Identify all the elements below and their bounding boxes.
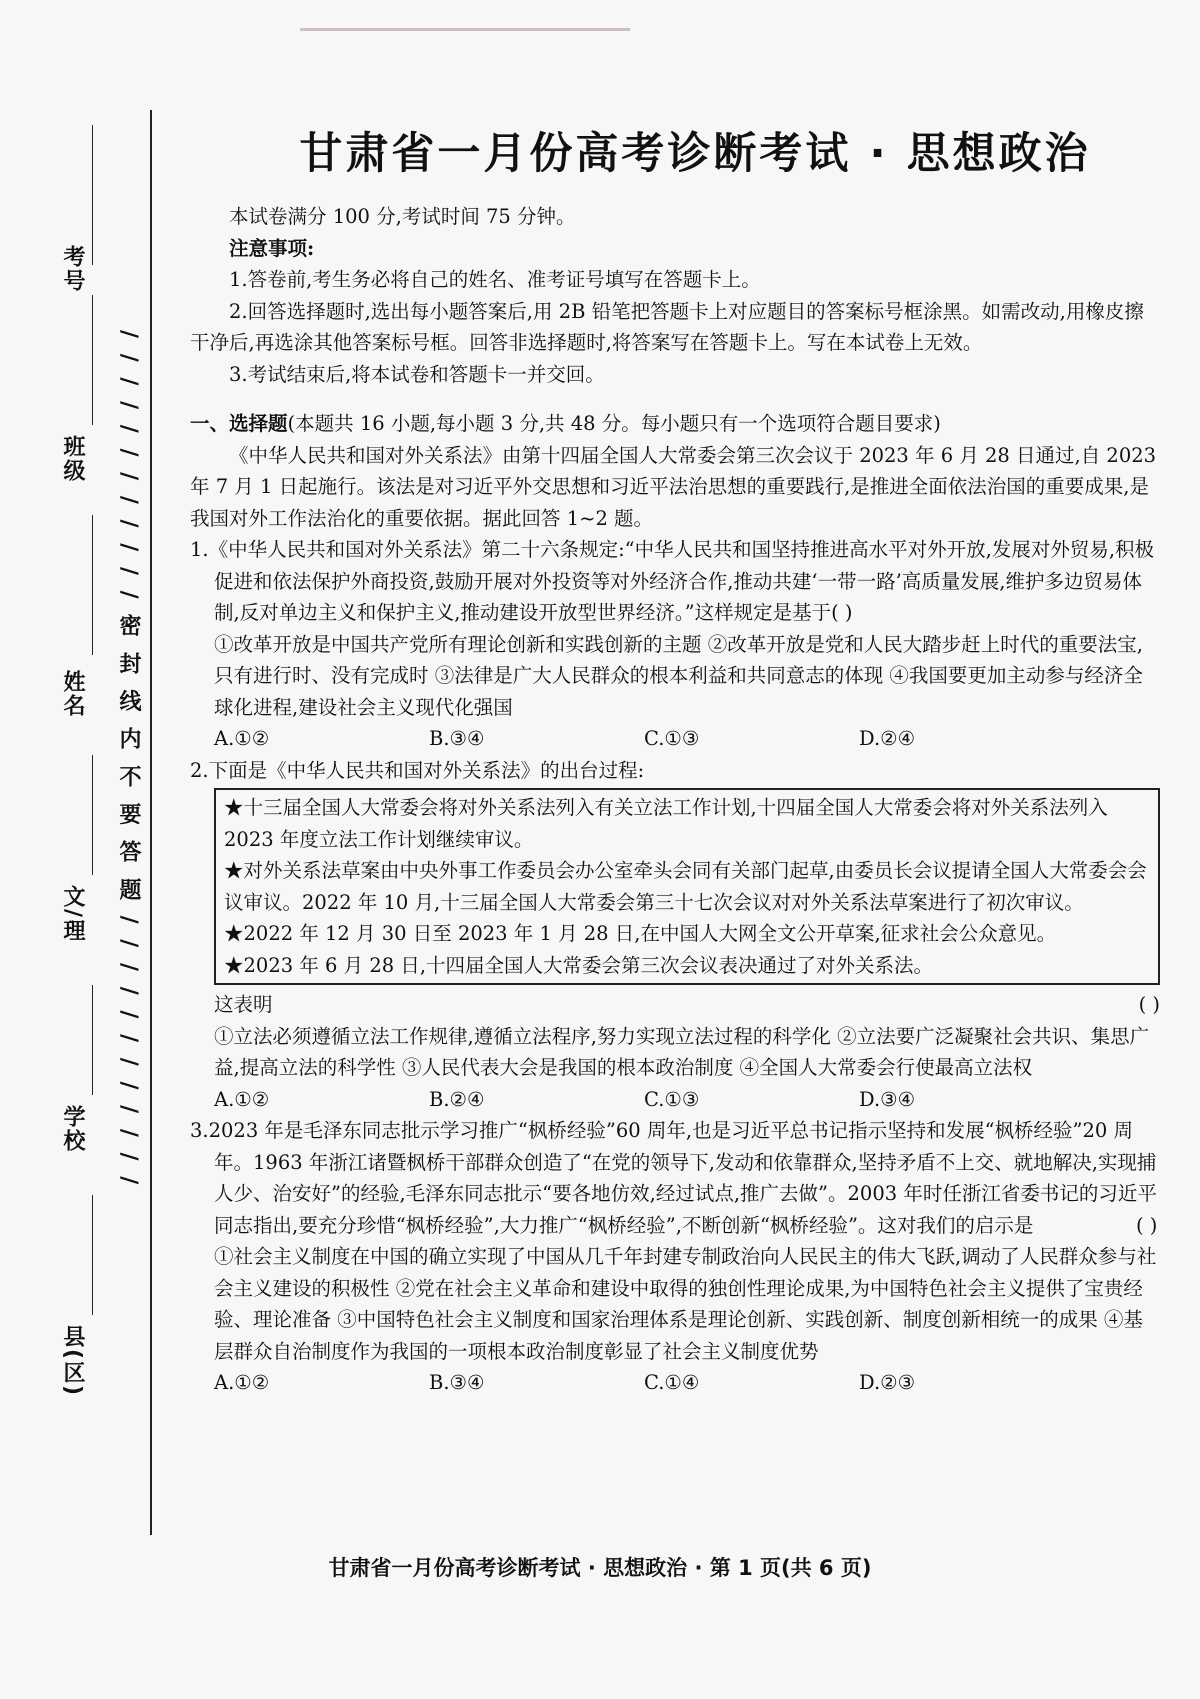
option-a[interactable]: A.①②: [214, 1371, 270, 1394]
timeline-item: ★对外关系法草案由中央外事工作委员会办公室牵头会同有关部门起草,由委员长会议提请全国人大常委会会议审议。2022 年 10 月,十三届全国人大常委会第三十七次会议对对外关系法草案进行了初次审议。: [224, 859, 1147, 914]
field-exam-number-line[interactable]: [92, 125, 93, 265]
seal-line-notice: / / / / / / / / / / / / 密 封 线 内 不 要 答 题 / / / / / / / / / / / /: [116, 330, 141, 1189]
question-2-tail: [190, 989, 1160, 1021]
scan-top-mark: [300, 28, 630, 31]
field-school-line[interactable]: [92, 985, 93, 1095]
timeline-item: ★十三届全国人大常委会将对外关系法列入有关立法工作计划,十四届全国人大常委会将对外关系法列入 2023 年度立法工作计划继续审议。: [224, 796, 1108, 851]
field-school-label: 学校: [60, 1105, 85, 1153]
option-b[interactable]: B.③④: [429, 1371, 485, 1394]
exam-intro: 本试卷满分 100 分,考试时间 75 分钟。: [229, 205, 576, 228]
question-3-options: [190, 1367, 1160, 1399]
page-title: 甘肃省一月份高考诊断考试 · 思想政治: [299, 129, 1091, 179]
question-2-statements: ①立法必须遵循立法工作规律,遵循立法程序,努力实现立法过程的科学化 ②立法要广泛凝聚社会共识、集思广益,提高立法的科学性 ③人民代表大会是我国的根本政治制度 ④全国人大常委会行使最高立法权: [214, 1024, 1150, 1079]
field-exam-number-label: 考号: [60, 245, 85, 293]
question-3-stem: 3.2023 年是毛泽东同志批示学习推广“枫桥经验”60 周年,也是习近平总书记指示坚持和发展“枫桥经验”20 周年。1963 年浙江诸暨枫桥干部群众创造了“在党的领导下,发动和依靠群众,坚持矛盾不上交、就地解决,实现捕人少、治安好”的经验,毛泽东同志批示“要各地仿效,经过试点,推广去做”。2003 年时任浙江省委书记的习近平同志指出,要充分珍惜“枫桥经验”,大力推广“枫桥经验”,不断创新“枫桥经验”。这对我们的启示是 ( ): [190, 1119, 1158, 1237]
answer-bracket[interactable]: ( ): [1138, 993, 1160, 1016]
field-class-line[interactable]: [92, 295, 93, 425]
field-arts-science: [52, 885, 92, 943]
field-name: [52, 670, 92, 718]
shared-material: 《中华人民共和国对外关系法》由第十四届全国人大常委会第三次会议于 2023 年 6 月 28 日通过,自 2023 年 7 月 1 日起施行。该法是对习近平外交思想和习近平法治思想的重要践行,是推进全面依法治国的重要成果,是我国对外工作法治化的重要依据。据此回答 1~2 题。: [190, 443, 1157, 530]
question-1-statements: ①改革开放是中国共产党所有理论创新和实践创新的主题 ②改革开放是党和人民大踏步赶上时代的重要法宝,只有进行时、没有完成时 ③法律是广大人民群众的根本利益和共同意志的体现 ④我国要更加主动参与经济全球化进程,建设社会主义现代化强国: [214, 632, 1143, 719]
question-3-statements: ①社会主义制度在中国的确立实现了中国从几千年封建专制政治向人民民主的伟大飞跃,调动了人民群众参与社会主义建设的积极性 ②党在社会主义革命和建设中取得的独创性理论成果,为中国特色社会主义提供了宝贵经验、理论准备 ③中国特色社会主义制度和国家治理体系是理论创新、实践创新、制度创新相统一的成果 ④基层群众自治制度作为我国的一项根本政治制度彰显了社会主义制度优势: [214, 1245, 1157, 1363]
field-county-label: 县(区): [60, 1325, 85, 1398]
question-2-options: [190, 1084, 1160, 1116]
question-3-stem-text: 3.2023 年是毛泽东同志批示学习推广“枫桥经验”60 周年,也是习近平总书记指示坚持和发展“枫桥经验”20 周年。1963 年浙江诸暨枫桥干部群众创造了“在党的领导下,发动和依靠群众,坚持矛盾不上交、就地解决,实现捕人少、治安好”的经验,毛泽东同志批示“要各地仿效,经过试点,推广去做”。2003 年时任浙江省委书记的习近平同志指出,要充分珍惜“枫桥经验”,大力推广“枫桥经验”,不断创新“枫桥经验”。这对我们的启示是: [190, 1119, 1157, 1237]
option-c[interactable]: C.①④: [644, 1371, 700, 1394]
field-class-label: 班级: [60, 435, 85, 483]
field-arts-science-line[interactable]: [92, 755, 93, 875]
notice-item: 2.回答选择题时,选出每小题答案后,用 2B 铅笔把答题卡上对应题目的答案标号框涂黑。如需改动,用橡皮擦干净后,再选涂其他答案标号框。回答非选择题时,将答案写在答题卡上。写在本试卷上无效。: [190, 299, 1144, 354]
option-d[interactable]: D.③④: [859, 1087, 916, 1111]
section-heading: [190, 408, 1160, 440]
field-name-line[interactable]: [92, 515, 93, 655]
option-c[interactable]: C.①③: [644, 1087, 700, 1111]
field-school: [52, 1105, 92, 1153]
field-county: [52, 1325, 92, 1397]
margin-rule: [150, 110, 152, 1535]
question-2-stem: 2.下面是《中华人民共和国对外关系法》的出台过程:: [190, 758, 645, 782]
option-b[interactable]: B.②④: [429, 1087, 485, 1111]
option-a[interactable]: A.①②: [214, 1087, 270, 1111]
timeline-item: ★2022 年 12 月 30 日至 2023 年 1 月 28 日,在中国人大网全文公开草案,征求社会公众意见。: [224, 922, 1057, 945]
option-d[interactable]: D.②③: [859, 1371, 916, 1394]
section-heading-title: 一、选择题: [190, 412, 288, 435]
notice-heading: 注意事项:: [229, 236, 315, 260]
field-name-label: 姓名: [60, 670, 85, 718]
timeline-item: ★2023 年 6 月 28 日,十四届全国人大常委会第三次会议表决通过了对外关系法。: [224, 953, 934, 977]
question-1-stem: 1.《中华人民共和国对外关系法》第二十六条规定:“中华人民共和国坚持推进高水平对外开放,发展对外贸易,积极促进和依法保护外商投资,鼓励开展对外投资等对外经济合作,推动共建‘一带一路’高质量发展,维护多边贸易体制,反对单边主义和保护主义,推动建设开放型世界经济。”这样规定是基于( ): [190, 538, 1155, 624]
question-2-timeline-box: [214, 788, 1160, 985]
option-d[interactable]: D.②④: [859, 727, 916, 750]
binding-margin: [0, 95, 180, 1535]
exam-body: [190, 120, 1160, 1399]
notice-item: 3.考试结束后,将本试卷和答题卡一并交回。: [229, 362, 605, 386]
field-county-line[interactable]: [92, 1195, 93, 1315]
field-arts-science-label: 文/理: [60, 885, 85, 944]
option-c[interactable]: C.①③: [644, 727, 700, 750]
notice-item: 1.答卷前,考生务必将自己的姓名、准考证号填写在答题卡上。: [229, 268, 761, 291]
section-heading-note: (本题共 16 小题,每小题 3 分,共 48 分。每小题只有一个选项符合题目要求): [287, 412, 941, 435]
page-footer: 甘肃省一月份高考诊断考试 · 思想政治 · 第 1 页(共 6 页): [328, 1556, 872, 1580]
option-b[interactable]: B.③④: [429, 727, 485, 750]
question-2-tail-text: 这表明: [214, 993, 273, 1016]
question-1-options: [190, 723, 1160, 755]
field-class: [52, 435, 92, 483]
option-a[interactable]: A.①②: [214, 727, 270, 750]
field-exam-number: [52, 245, 92, 293]
